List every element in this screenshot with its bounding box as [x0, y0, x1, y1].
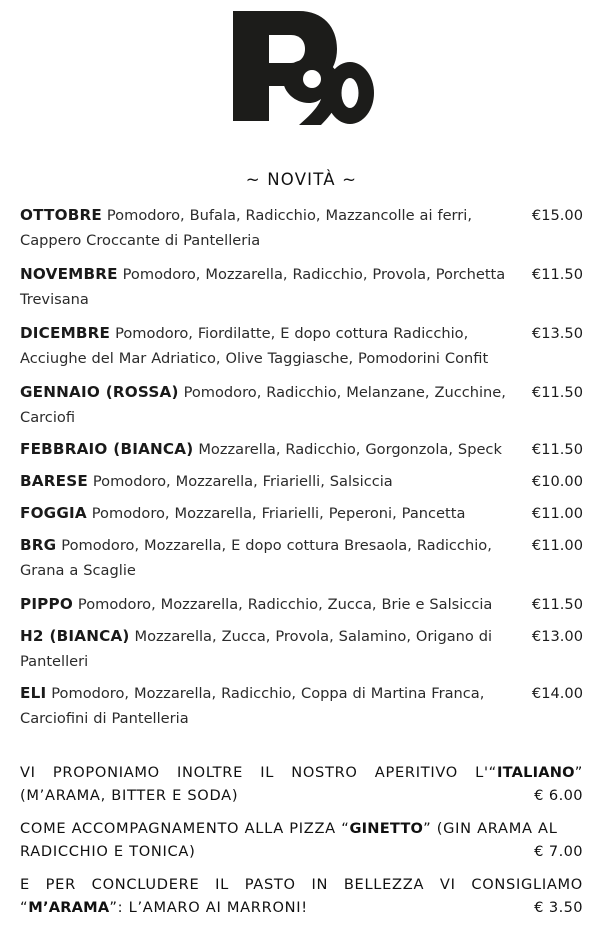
item-description: Pomodoro, Fiordilatte, E dopo cottura Radicchio, Acciughe del Mar Adriatico, Olive Taggiasche, Pomodorini Confit: [20, 325, 489, 367]
extra-text: VI PROPONIAMO INOLTRE IL NOSTRO APERITIVO L'“: [20, 764, 497, 781]
extras-block: [20, 761, 583, 919]
menu-item: [20, 681, 583, 731]
menu-item: [20, 592, 583, 617]
extra-price: € 7.00: [534, 843, 583, 860]
item-price: €11.00: [531, 537, 583, 554]
extra-emphasis: ITALIANO: [496, 764, 575, 781]
extra-text: E PER CONCLUDERE IL PASTO IN BELLEZZA VI CONSIGLIAMO: [20, 876, 583, 893]
extra-subtext-pre: “: [20, 899, 29, 916]
item-description: Pomodoro, Mozzarella, Radicchio, Provola, Porchetta Trevisana: [20, 266, 506, 308]
menu-item: [20, 624, 583, 674]
section-heading-novita: ~ NOVITÀ ~: [245, 170, 358, 189]
item-price: €15.00: [531, 207, 583, 224]
item-description: Pomodoro, Mozzarella, Friarielli, Salsiccia: [92, 473, 393, 490]
item-price: €13.50: [531, 325, 583, 342]
menu-item: [20, 469, 583, 494]
menu-item: [20, 501, 583, 526]
extra-text-end: ” (GIN ARAMA AL: [423, 820, 558, 837]
item-price: €11.50: [531, 384, 583, 401]
item-name: DICEMBRE: [20, 324, 111, 342]
item-name: OTTOBRE: [20, 206, 102, 224]
item-name: FOGGIA: [20, 504, 87, 522]
menu-item: [20, 262, 583, 312]
item-description: Pomodoro, Mozzarella, E dopo cottura Bresaola, Radicchio, Grana a Scaglie: [20, 537, 492, 579]
item-price: €11.00: [531, 505, 583, 522]
extra-item-aperitivo: [20, 761, 583, 807]
item-description: Mozzarella, Zucca, Provola, Salamino, Origano di Pantelleri: [20, 628, 493, 670]
item-price: €14.00: [531, 685, 583, 702]
extra-text-end: ”: [574, 764, 583, 781]
item-price: €13.00: [531, 628, 583, 645]
extra-subtext: ”: L’AMARO AI MARRONI!: [109, 899, 308, 916]
extra-item-amaro: [20, 873, 583, 919]
item-name: ELI: [20, 684, 47, 702]
item-description: Pomodoro, Mozzarella, Friarielli, Peperoni, Pancetta: [91, 505, 466, 522]
item-price: €11.50: [531, 441, 583, 458]
item-price: €10.00: [531, 473, 583, 490]
item-description: Pomodoro, Mozzarella, Radicchio, Coppa di Martina Franca, Carciofini di Pantelleria: [20, 685, 485, 727]
item-description: Mozzarella, Radicchio, Gorgonzola, Speck: [198, 441, 502, 458]
item-price: €11.50: [531, 266, 583, 283]
item-name: BRG: [20, 536, 57, 554]
item-name: FEBBRAIO (BIANCA): [20, 440, 194, 458]
extra-text: COME ACCOMPAGNAMENTO ALLA PIZZA “: [20, 820, 350, 837]
item-price: €11.50: [531, 596, 583, 613]
p90-logo-icon: [225, 7, 375, 133]
menu-sheet: [0, 170, 600, 929]
item-description: Pomodoro, Bufala, Radicchio, Mazzancolle ai ferri, Cappero Croccante di Pantelleria: [20, 207, 472, 249]
item-name: PIPPO: [20, 595, 73, 613]
menu-item: [20, 437, 583, 462]
item-name: GENNAIO (ROSSA): [20, 383, 179, 401]
extra-item-ginetto: [20, 817, 583, 863]
extra-price: € 3.50: [534, 899, 583, 916]
extra-subtext: RADICCHIO E TONICA): [20, 843, 196, 860]
item-name: H2 (BIANCA): [20, 627, 130, 645]
menu-item: [20, 380, 583, 430]
item-name: NOVEMBRE: [20, 265, 118, 283]
item-description: Pomodoro, Radicchio, Melanzane, Zucchine, Carciofi: [20, 384, 506, 426]
menu-item: [20, 203, 583, 253]
pizza-list: [20, 203, 583, 731]
extra-emphasis: M’ARAMA: [28, 899, 110, 916]
menu-item: [20, 533, 583, 583]
extra-subtext: (M’ARAMA, BITTER E SODA): [20, 787, 239, 804]
extra-emphasis: GINETTO: [349, 820, 424, 837]
item-description: Pomodoro, Mozzarella, Radicchio, Zucca, Brie e Salsiccia: [77, 596, 493, 613]
logo-container: [0, 4, 600, 136]
extra-price: € 6.00: [534, 787, 583, 804]
menu-item: [20, 321, 583, 371]
item-name: BARESE: [20, 472, 88, 490]
